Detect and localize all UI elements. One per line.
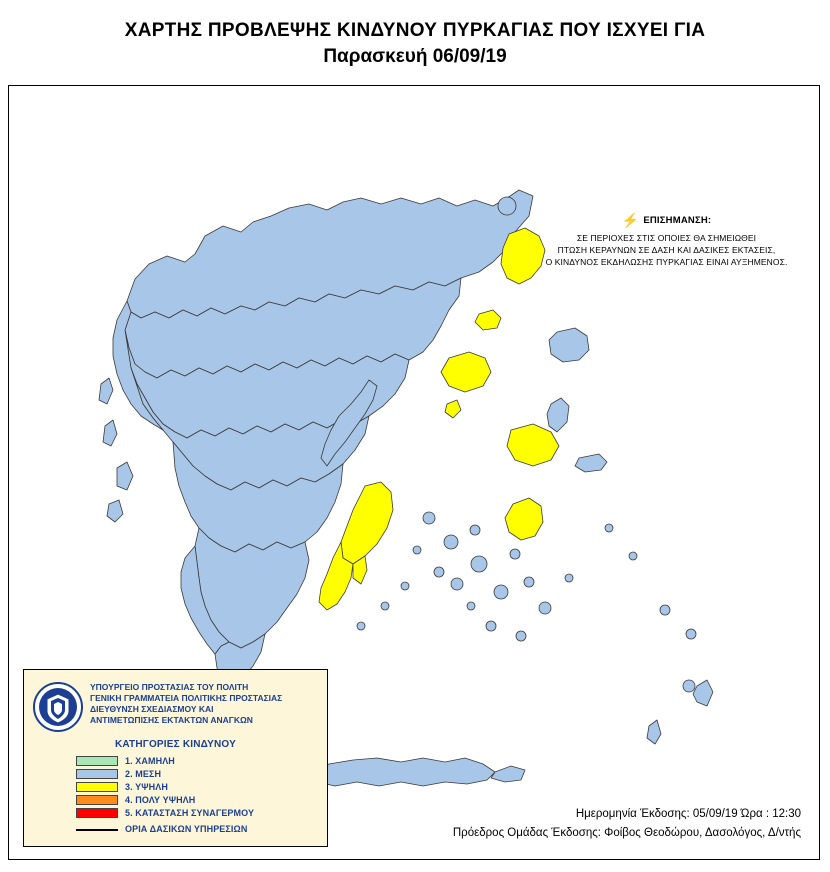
legend-items [24,754,327,819]
issue-date: Ημερομηνία Έκδοσης: 05/09/19 Ώρα : 12:30 [575,808,801,820]
note-block [524,214,809,268]
legend-item-boundary [24,824,327,834]
swatch-level-1 [76,756,118,766]
legend-item-3 [76,780,327,793]
legend-title: ΚΑΤΗΓΟΡΙΕΣ ΚΙΝΔΥΝΟΥ [115,739,236,750]
legend-header [24,670,327,736]
lightning-bolt-icon: ⚡ [621,212,640,228]
title-line-1: ΧΑΡΤΗΣ ΠΡΟΒΛΕΨΗΣ ΚΙΝΔΥΝΟΥ ΠΥΡΚΑΓΙΑΣ ΠΟΥ ΙΣΧΥΕΙ ΓΙΑ [124,20,706,41]
note-body [524,232,809,268]
legend-item-4 [76,793,327,806]
note-line-1: ΣΕ ΠΕΡΙΟΧΕΣ ΣΤΙΣ ΟΠΟΙΕΣ ΘΑ ΣΗΜΕΙΩΘΕΙ [576,233,757,243]
legend-item-2 [76,767,327,780]
legend-item-1 [76,754,327,767]
ministry-text [90,678,282,736]
legend-label-1: 1. ΧΑΜΗΛΗ [125,755,175,766]
civil-protection-emblem-icon [32,678,84,736]
legend-box [23,669,328,847]
legend-label-2: 2. ΜΕΣΗ [125,768,162,779]
legend-label-4: 4. ΠΟΛΥ ΥΨΗΛΗ [125,794,196,805]
legend-label-5: 5. ΚΑΤΑΣΤΑΣΗ ΣΥΝΑΓΕΡΜΟΥ [125,807,255,818]
ministry-line-2: ΓΕΝΙΚΗ ΓΡΑΜΜΑΤΕΙΑ ΠΟΛΙΤΙΚΗΣ ΠΡΟΣΤΑΣΙΑΣ [90,693,283,703]
ministry-line-4: ΑΝΤΙΜΕΤΩΠΙΣΗΣ ΕΚΤΑΚΤΩΝ ΑΝΑΓΚΩΝ [90,715,253,725]
swatch-level-3 [76,782,118,792]
swatch-level-2 [76,769,118,779]
issuer: Πρόεδρος Ομάδας Έκδοσης: Φοίβος Θεοδώρου, Δασολόγος, Δ/ντής [452,827,801,839]
note-line-3: Ο ΚΙΝΔΥΝΟΣ ΕΚΔΗΛΩΣΗΣ ΠΥΡΚΑΓΙΑΣ ΕΙΝΑΙ ΑΥΞΗΜΕΝΟΣ. [545,257,788,267]
ministry-line-3: ΔΙΕΥΘΥΝΣΗ ΣΧΕΔΙΑΣΜΟΥ ΚΑΙ [90,704,214,714]
legend-label-3: 3. ΥΨΗΛΗ [125,781,168,792]
note-title: ΕΠΙΣΗΜΑΝΣΗ: [643,214,712,226]
page-title [0,18,830,70]
map-canvas[interactable] [8,85,820,860]
ministry-line-1: ΥΠΟΥΡΓΕΙΟ ΠΡΟΣΤΑΣΙΑΣ ΤΟΥ ΠΟΛΙΤΗ [90,682,249,692]
swatch-level-4 [76,795,118,805]
swatch-level-5 [76,808,118,818]
note-line-2: ΠΤΩΣΗ ΚΕΡΑΥΝΩΝ ΣΕ ΔΑΣΗ ΚΑΙ ΔΑΣΙΚΕΣ ΕΚΤΑΣΕΙΣ, [557,245,776,255]
footer-block [453,805,801,843]
legend-item-5 [76,806,327,819]
title-line-2: Παρασκευή 06/09/19 [323,46,507,67]
legend-label-boundary: ΟΡΙΑ ΔΑΣΙΚΩΝ ΥΠΗΡΕΣΙΩΝ [125,824,248,834]
boundary-line-icon [76,824,118,834]
note-title-row [524,214,809,226]
